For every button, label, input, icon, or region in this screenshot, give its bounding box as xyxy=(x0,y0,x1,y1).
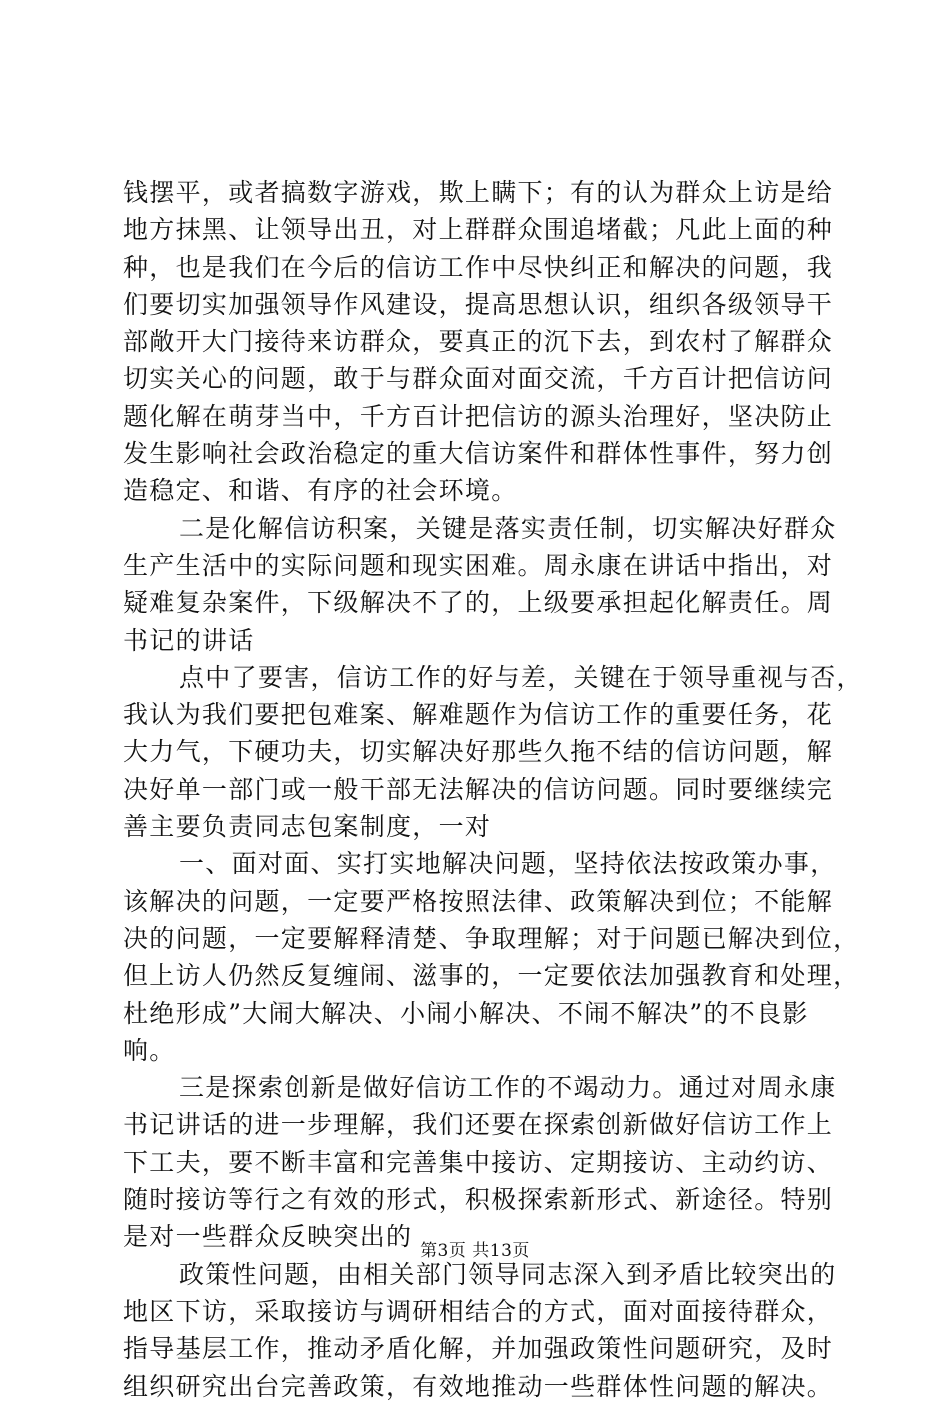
text-line: 杜绝形成”大闹大解决、小闹小解决、不闹不解决”的不良影 xyxy=(123,998,809,1028)
text-line: 造稳定、和谐、有序的社会环境。 xyxy=(123,476,518,506)
paragraph-start-line: 一、面对面、实打实地解决问题，坚持依法按政策办事， xyxy=(179,849,837,879)
text-line: 善主要负责同志包案制度，一对 xyxy=(123,812,492,842)
text-line: 书记讲话的进一步理解，我们还要在探索创新做好信访工作上 xyxy=(123,1110,834,1140)
text-line: 决的问题，一定要解释清楚、争取理解；对于问题已解决到位， xyxy=(123,923,860,953)
paragraph-start-line: 点中了要害，信访工作的好与差，关键在于领导重视与否， xyxy=(179,662,863,692)
text-line: 决好单一部门或一般干部无法解决的信访问题。同时要继续完 xyxy=(123,774,834,804)
paragraph-start-line: 二是化解信访积案，关键是落实责任制，切实解决好群众 xyxy=(179,513,837,543)
paragraph-start-line: 三是探索创新是做好信访工作的不竭动力。通过对周永康 xyxy=(179,1073,837,1103)
text-line: 我认为我们要把包难案、解难题作为信访工作的重要任务，花 xyxy=(123,700,834,730)
text-line: 但上访人仍然反复缠闹、滋事的，一定要依法加强教育和处理， xyxy=(123,961,860,991)
text-line: 是对一些群众反映突出的 xyxy=(123,1222,413,1252)
text-line: 地方抹黑、让领导出丑，对上群群众围追堵截；凡此上面的种 xyxy=(123,215,834,245)
text-line: 疑难复杂案件，下级解决不了的，上级要承担起化解责任。周 xyxy=(123,588,834,618)
text-line: 下工夫，要不断丰富和完善集中接访、定期接访、主动约访、 xyxy=(123,1147,834,1177)
text-line: 们要切实加强领导作风建设，提高思想认识，组织各级领导干 xyxy=(123,289,834,319)
text-line: 该解决的问题，一定要严格按照法律、政策解决到位；不能解 xyxy=(123,886,834,916)
paragraph-start-line: 政策性问题，由相关部门领导同志深入到矛盾比较突出的 xyxy=(179,1259,837,1289)
document-body xyxy=(123,174,863,1405)
page-number-footer: 第3页 共13页 xyxy=(420,1241,530,1261)
text-line: 部敞开大门接待来访群众，要真正的沉下去，到农村了解群众 xyxy=(123,327,834,357)
text-line: 发生影响社会政治稳定的重大信访案件和群体性事件，努力创 xyxy=(123,439,834,469)
text-line: 指导基层工作，推动矛盾化解，并加强政策性问题研究，及时 xyxy=(123,1334,834,1364)
text-line: 地区下访，采取接访与调研相结合的方式，面对面接待群众， xyxy=(123,1296,834,1326)
text-line: 响。 xyxy=(123,1035,176,1065)
text-line: 组织研究出台完善政策，有效地推动一些群体性问题的解决。 xyxy=(123,1371,834,1401)
text-line: 生产生活中的实际问题和现实困难。周永康在讲话中指出，对 xyxy=(123,550,834,580)
text-line: 切实关心的问题，敢于与群众面对面交流，千方百计把信访问 xyxy=(123,364,834,394)
text-line: 种，也是我们在今后的信访工作中尽快纠正和解决的问题，我 xyxy=(123,252,834,282)
text-line: 钱摆平，或者搞数字游戏，欺上瞒下；有的认为群众上访是给 xyxy=(123,178,834,207)
text-line: 随时接访等行之有效的形式，积极探索新形式、新途径。特别 xyxy=(123,1185,834,1215)
text-line: 大力气，下硬功夫，切实解决好那些久拖不结的信访问题，解 xyxy=(123,737,834,767)
text-line: 题化解在萌芽当中，千方百计把信访的源头治理好，坚决防止 xyxy=(123,401,834,431)
text-line: 书记的讲话 xyxy=(123,625,255,655)
